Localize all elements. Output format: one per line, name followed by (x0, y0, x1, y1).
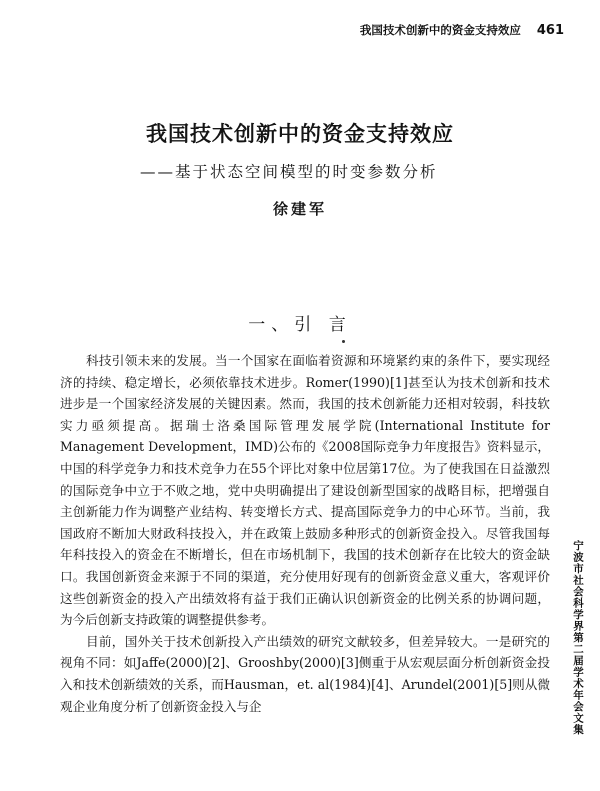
body-text (60, 350, 550, 717)
paper-subtitle: ——基于状态空间模型的时变参数分析 (140, 163, 438, 181)
running-head (360, 22, 564, 38)
side-margin-text: 宁波市社会科学界第二届学术年会文集 (572, 540, 584, 736)
paper-author: 徐建军 (272, 200, 327, 218)
section-heading: 一、引 言 (248, 315, 352, 335)
paper-title: 我国技术创新中的资金支持效应 (146, 121, 454, 146)
page-number: 461 (536, 23, 564, 38)
scan-speck (342, 340, 345, 343)
paragraph-1: 科技引领未来的发展。当一个国家在面临着资源和环境紧约束的条件下，要实现经济的持续、稳定增长，必须依靠技术进步。Romer(1990)[1]甚至认为技术创新和技术进步是一个国家经济发展的关键因素。然而，我国的技术创新能力还相对较弱，科技软实力亟须提高。据瑞士洛桑国际管理发展学院(International Institute for Management Development，IMD)公布的《2008国际竞争力年度报告》资料显示，中国的科学竞争力和技术竞争力在55个评比对象中位居第17位。为了使我国在日益激烈的国际竞争中立于不败之地，党中央明确提出了建设创新型国家的战略目标，把增强自主创新能力作为调整产业结构、转变增长方式、提高国际竞争力的中心环节。当前，我国政府不断加大财政科技投入，并在政策上鼓励多种形式的创新资金投入。尽管我国每年科技投入的资金在不断增长，但在市场机制下，我国的技术创新存在比较大的资金缺口。我国创新资金来源于不同的渠道，充分使用好现有的创新资金意义重大，客观评价这些创新资金的投入产出绩效将有益于我们正确认识创新资金的比例关系的协调问题，为今后创新支持政策的调整提供参考。 (60, 353, 550, 628)
running-head-title: 我国技术创新中的资金支持效应 (359, 23, 521, 37)
paragraph-2: 目前，国外关于技术创新投入产出绩效的研究文献较多，但差异较大。一是研究的视角不同：如Jaffe(2000)[2]、Grooshby(2000)[3]侧重于从宏观层面分析创新资金投入和技术创新绩效的关系，而Hausman，et. al(1984)[4]、Arundel(2001)[5]则从微观企业角度分析了创新资金投入与企 (60, 633, 550, 714)
